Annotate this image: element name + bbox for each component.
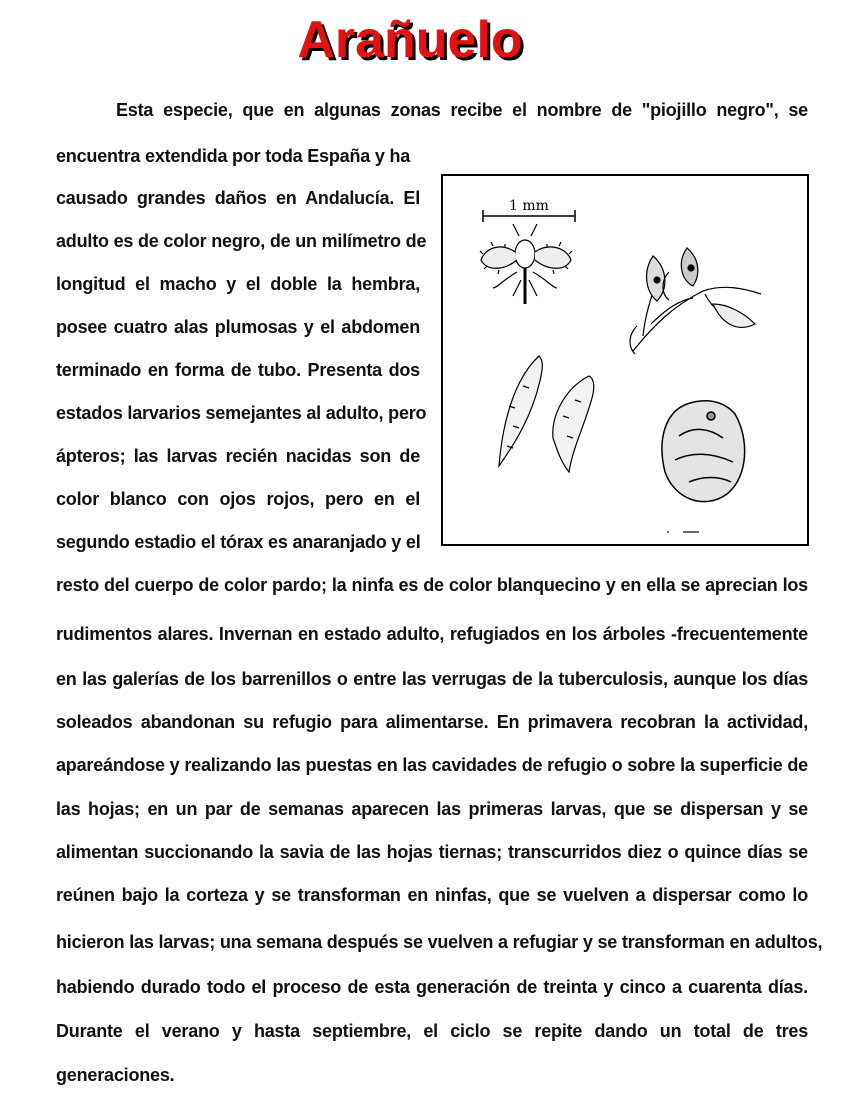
- paragraph-line: segundo estadio el tórax es anaranjado y el: [56, 532, 421, 552]
- paragraph-line: estados larvarios semejantes al adulto, pero: [56, 403, 427, 423]
- nymph-drawing: [662, 401, 745, 502]
- paragraph-line: encuentra extendida por toda España y ha: [56, 146, 411, 166]
- paragraph-line: longitud el macho y el doble la hembra,: [56, 274, 420, 294]
- paragraph-line: causado grandes daños en Andalucía. El: [56, 188, 420, 208]
- paragraph-line: terminado en forma de tubo. Presenta dos: [56, 360, 420, 380]
- illustration-drawing: [443, 176, 807, 544]
- insect-illustration: [441, 174, 809, 546]
- scale-bar: [483, 198, 575, 222]
- adult-insect-drawing: [480, 224, 572, 304]
- paragraph-line: posee cuatro alas plumosas y el abdomen: [56, 317, 420, 337]
- paragraph-line: hicieron las larvas; una semana después se vuelven a refugiar y se transforman en adultos,: [56, 932, 823, 952]
- page-title: Arañuelo: [297, 11, 523, 69]
- paragraph-line: ápteros; las larvas recién nacidas son de: [56, 446, 420, 466]
- paragraph-line: apareándose y realizando las puestas en las cavidades de refugio o sobre la superficie de: [56, 755, 808, 775]
- paragraph-line: rudimentos alares. Invernan en estado adulto, refugiados en los árboles -frecuentemente: [56, 624, 808, 644]
- paragraph-line: alimentan succionando la savia de las hojas tiernas; transcurridos diez o quince días se: [56, 842, 808, 862]
- paragraph-line: soleados abandonan su refugio para alimentarse. En primavera recobran la actividad,: [56, 712, 808, 732]
- paragraph-line: adulto es de color negro, de un milímetro de: [56, 231, 427, 251]
- paragraph-line: generaciones.: [56, 1065, 175, 1085]
- paragraph-line: color blanco con ojos rojos, pero en el: [56, 489, 420, 509]
- paragraph-line: en las galerías de los barrenillos o entre las verrugas de la tuberculosis, aunque los días: [56, 669, 808, 689]
- paragraph-line: Esta especie, que en algunas zonas recibe el nombre de "piojillo negro", se: [116, 100, 808, 120]
- paragraph-line: las hojas; en un par de semanas aparecen las primeras larvas, que se dispersan y se: [56, 799, 808, 819]
- paragraph-line: resto del cuerpo de color pardo; la ninfa es de color blanquecino y en ella se aprecian los: [56, 575, 808, 595]
- scale-bar-label: 1 mm: [509, 198, 549, 214]
- paragraph-line: reúnen bajo la corteza y se transforman en ninfas, que se vuelven a dispersar como lo: [56, 885, 808, 905]
- larva-drawings: [499, 356, 594, 472]
- paragraph-line: habiendo durado todo el proceso de esta generación de treinta y cinco a cuarenta días.: [56, 977, 808, 997]
- leaf-sprig-drawing: [630, 248, 761, 354]
- paragraph-line: Durante el verano y hasta septiembre, el ciclo se repite dando un total de tres: [56, 1021, 808, 1041]
